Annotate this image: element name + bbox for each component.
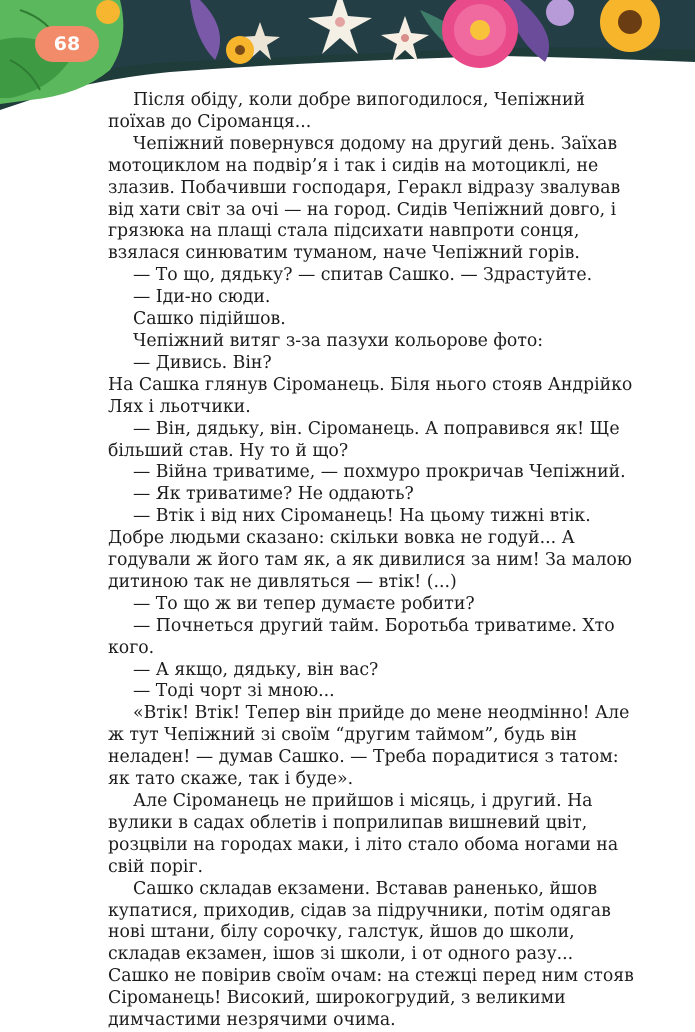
- paragraph: «Втік! Втік! Тепер він прийде до мене неодмінно! Але ж тут Чепіжний зі своїм “другим таймом”, будь він неладен! — думав Сашко. — Треба порадитися з татом: як тато скаже, так і буде».: [108, 703, 630, 790]
- dialogue-line: — То що ж ви тепер думаєте робити?: [133, 593, 475, 614]
- paragraph: Чепіжний витяг з-за пазухи кольорове фото:: [133, 330, 544, 351]
- dialogue-line: — Тоді чорт зі мною...: [133, 681, 335, 702]
- dialogue-line: — Втік і від них Сіроманець! На цьому тижні втік. Добре людьми сказано: скільки вовка не годуй... А годували ж його там як, а як дивилися за ним! За малою дитиною так не дивляться — втік! (...): [108, 506, 632, 592]
- dialogue-line: — Як триватиме? Не оддають?: [133, 484, 414, 505]
- paragraph: Чепіжний повернувся додому на другий день. Заїхав мотоциклом на подвір’я і так і сидів на мотоциклі, не злазив. Побачивши господаря, Геракл відразу звалував від хати світ за очі — на город. Сидів Чепіжний довго, і грязюка на плащі стала підсихати навпроти сонця, взялася синюватим туманом, наче Чепіжний горів.: [108, 133, 621, 264]
- dialogue-line: — Війна триватиме, — похмуро прокричав Чепіжний.: [133, 462, 626, 483]
- paragraph: На Сашка глянув Сіроманець. Біля нього стояв Андрійко Лях і льотчики.: [108, 374, 633, 417]
- paragraph: Сашко складав екзамени. Вставав раненько, йшов купатися, приходив, сідав за підручники, потім одягав нові штани, білу сорочку, галстук, йшов до школи, складав екзамен, ішов зі школи, і от одного разу... Сашко не повірив своїм очам: на стежці перед ним стояв Сіроманець! Високий, широкогрудий, з великими димчастими незрячими очима.: [108, 878, 634, 1031]
- story-text: [108, 90, 638, 1032]
- dialogue-line: — Він, дядьку, він. Сіроманець. А поправився як! Ще більший став. Ну то й що?: [108, 418, 620, 461]
- dialogue-line: — А якщо, дядьку, він вас?: [133, 659, 379, 680]
- page-number: 68: [53, 33, 81, 55]
- paragraph: Після обіду, коли добре випогодилося, Чепіжний поїхав до Сіроманця...: [108, 90, 586, 132]
- page-number-badge: [35, 26, 99, 62]
- dialogue-line: — Іди-но сюди.: [133, 287, 271, 308]
- dialogue-line: — Дивись. Він?: [133, 352, 272, 373]
- paragraph: Але Сіроманець не прийшов і місяць, і другий. На вулики в садах облетів і поприлипав вишневий цвіт, розцвіли на городах маки, і літо стало обома ногами на свій поріг.: [108, 791, 619, 877]
- paragraph: Сашко підійшов.: [133, 309, 286, 330]
- dialogue-line: — То що, дядьку? — спитав Сашко. — Здрастуйте.: [133, 265, 593, 286]
- dialogue-line: — Почнеться другий тайм. Боротьба триватиме. Хто кого.: [108, 615, 615, 658]
